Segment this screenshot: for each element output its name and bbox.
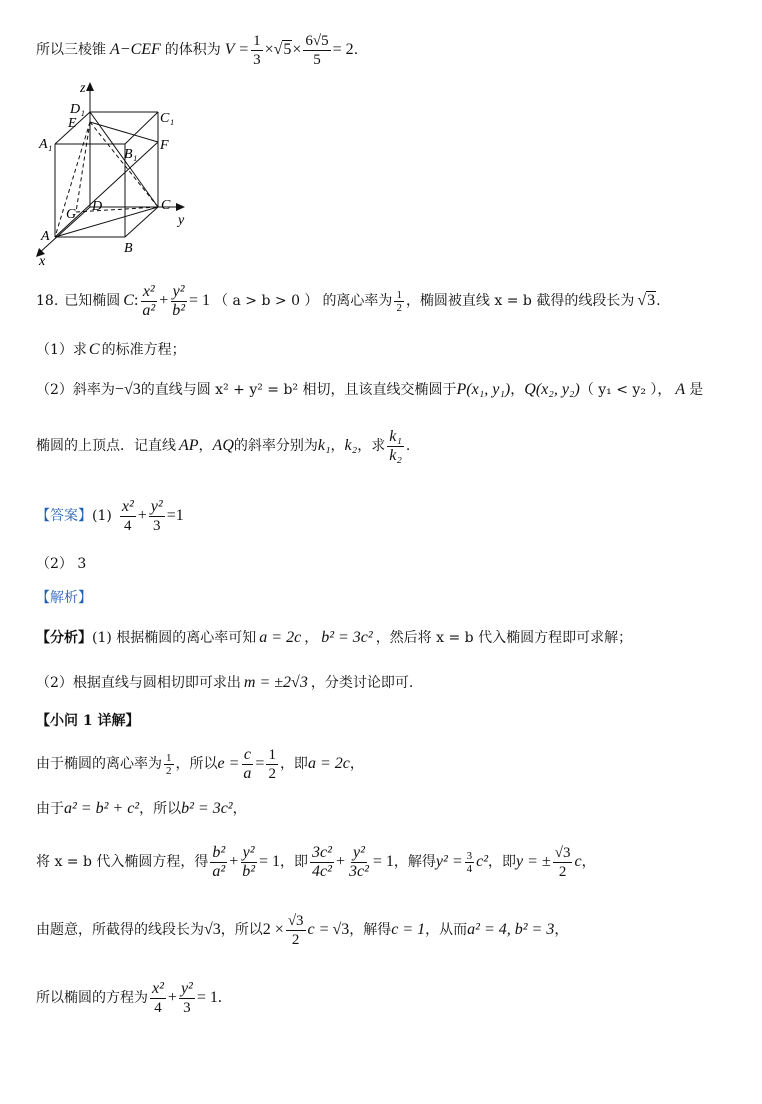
math: y² = bbox=[435, 853, 463, 870]
z-arrow bbox=[86, 82, 94, 91]
text: ，从而 bbox=[425, 922, 468, 938]
math: √3 bbox=[637, 292, 656, 309]
math: c = bbox=[307, 921, 330, 938]
math: a = 2c bbox=[259, 629, 302, 646]
fraction: $\frac{\text{x²}}{\text{a²}}$ bbox=[142, 282, 156, 319]
math: V = bbox=[224, 41, 250, 58]
text: ，所以 bbox=[220, 922, 263, 938]
math: b² = 3c² bbox=[181, 800, 233, 817]
analysis-label: 【解析】 bbox=[36, 590, 92, 606]
text: (1) 根据椭圆的离心率可知 bbox=[92, 630, 257, 646]
text: ， bbox=[554, 922, 569, 938]
math: k₁ bbox=[317, 437, 331, 454]
math: = 1 bbox=[189, 292, 211, 309]
dashed-edge bbox=[76, 207, 158, 212]
answer-tag: 【答案】 bbox=[36, 508, 92, 524]
text: . bbox=[405, 438, 411, 454]
text: (1) bbox=[92, 508, 112, 524]
text: . bbox=[656, 293, 661, 309]
edge bbox=[90, 122, 158, 142]
text: ，分类讨论即可. bbox=[310, 675, 414, 691]
sub-question-2 bbox=[36, 380, 703, 400]
math: a² = 4, b² = 3 bbox=[467, 921, 555, 938]
answer-line bbox=[36, 496, 184, 536]
math: a = 2c bbox=[307, 755, 350, 772]
analysis-1 bbox=[36, 628, 632, 648]
question-number: 18. bbox=[36, 293, 59, 309]
math: C bbox=[123, 292, 134, 309]
math: = bbox=[255, 755, 265, 772]
math: C bbox=[88, 341, 100, 358]
figure-label: E bbox=[68, 116, 77, 131]
text: ，所以 bbox=[139, 801, 182, 817]
text: 由题意，所截得的线段长为 bbox=[36, 922, 204, 938]
text: 的离心率为 bbox=[322, 293, 393, 309]
fraction: $\frac{6√5}{5}$ bbox=[305, 32, 329, 68]
math: P(x₁, y₁) bbox=[456, 381, 511, 398]
math: e = bbox=[217, 755, 240, 772]
edge bbox=[55, 142, 158, 237]
fraction: $\frac{\text{x²}}{4}$ bbox=[121, 497, 134, 534]
text: ，解得 bbox=[349, 922, 392, 938]
solution-line-3 bbox=[36, 842, 596, 882]
fraction: $\frac{\text{y²}}{\text{b²}}$ bbox=[172, 282, 186, 319]
math: √3 bbox=[204, 921, 221, 938]
solution-line-4 bbox=[36, 910, 568, 950]
text: （2）根据直线与圆相切即可求出 bbox=[36, 675, 241, 691]
answer-2 bbox=[36, 554, 86, 574]
math: + bbox=[167, 989, 177, 1006]
figure-label: B bbox=[124, 241, 133, 256]
fraction: $\frac{1}{2}$ bbox=[166, 751, 172, 777]
fraction: $\frac{\text{y²}}{\text{3c²}}$ bbox=[348, 843, 369, 880]
figure-label: F bbox=[160, 138, 169, 153]
edge bbox=[125, 112, 158, 144]
text: 由于椭圆的离心率为 bbox=[36, 756, 162, 772]
fraction: $\frac{\text{k₁}}{\text{k₂}}$ bbox=[389, 427, 402, 464]
math: √5 bbox=[273, 41, 292, 58]
fraction: $\frac{3}{4}$ bbox=[466, 849, 473, 875]
text: 所以椭圆的方程为 bbox=[36, 990, 148, 1006]
solution-line-5 bbox=[36, 978, 222, 1018]
text: （2） 3 bbox=[36, 556, 87, 572]
fraction: $\frac{1}{3}$ bbox=[253, 32, 261, 68]
text: 已知椭圆 bbox=[64, 293, 121, 309]
math: a² = b² + c² bbox=[64, 800, 140, 817]
fraction: $\frac{c}{a}$ bbox=[243, 745, 252, 782]
fraction: $\frac{\text{y²}}{3}$ bbox=[150, 497, 163, 534]
text: 椭圆的上顶点．记直线 bbox=[36, 438, 176, 454]
text: 将 x = b 代入椭圆方程，得 bbox=[36, 854, 209, 870]
math: y = ± bbox=[516, 853, 551, 870]
fraction: $\frac{\text{b²}}{\text{a²}}$ bbox=[212, 843, 226, 880]
fraction: $\frac{\text{3c²}}{\text{4c²}}$ bbox=[312, 843, 332, 880]
figure-label: A₁ bbox=[39, 137, 53, 152]
fraction: $\frac{√3}{2}$ bbox=[287, 912, 304, 948]
dashed-edge bbox=[90, 122, 158, 207]
text: 的斜率分别为 bbox=[233, 438, 318, 454]
math: c = 1 bbox=[391, 921, 426, 938]
math: + bbox=[335, 853, 345, 870]
text: ，即 bbox=[280, 854, 309, 870]
analysis-2 bbox=[36, 673, 413, 693]
text: ，解得 bbox=[393, 854, 436, 870]
math: = 1 bbox=[259, 853, 281, 870]
analysis-heading: 【分析】 bbox=[36, 630, 92, 646]
math: + bbox=[137, 507, 147, 524]
text: （ a > b > 0 ） bbox=[214, 293, 319, 309]
fraction: $\frac{1}{2}$ bbox=[396, 288, 402, 314]
fraction: $\frac{\text{y²}}{3}$ bbox=[180, 979, 193, 1016]
fraction: $\frac{1}{2}$ bbox=[268, 746, 276, 782]
section-heading: 【小问 1 详解】 bbox=[36, 713, 140, 729]
analysis-tag bbox=[36, 588, 92, 608]
math: A−CEF bbox=[110, 41, 161, 58]
text: ， bbox=[330, 438, 345, 454]
math: = 1. bbox=[196, 989, 222, 1006]
text: 是 bbox=[689, 382, 704, 398]
text: 由于 bbox=[36, 801, 64, 817]
math: b² = 3c² bbox=[321, 629, 373, 646]
math: Q(x₂, y₂) bbox=[524, 381, 580, 398]
text: ， bbox=[581, 854, 596, 870]
text: ，求 bbox=[357, 438, 386, 454]
math: √3 bbox=[332, 921, 350, 938]
text: （ y₁ < y₂ ）， bbox=[579, 382, 672, 398]
cube-figure bbox=[30, 82, 200, 267]
figure-label: D bbox=[92, 199, 103, 214]
math: : bbox=[133, 292, 139, 309]
text: ， bbox=[349, 756, 364, 772]
figure-label: z bbox=[80, 82, 86, 96]
figure-label: C bbox=[161, 198, 171, 213]
math: = 2 bbox=[332, 41, 354, 58]
math: 2 × bbox=[262, 921, 284, 938]
figure-label: B₁ bbox=[124, 147, 138, 162]
math: k₂ bbox=[344, 437, 358, 454]
text: （1）求 bbox=[36, 342, 87, 358]
fraction: $\frac{\text{x²}}{4}$ bbox=[152, 979, 164, 1016]
math: m = ±2√3 bbox=[243, 674, 308, 691]
text: 所以三棱锥 bbox=[36, 42, 106, 58]
math: = 1 bbox=[372, 853, 394, 870]
text: ，即 bbox=[279, 756, 308, 772]
math: × bbox=[264, 41, 274, 58]
y-arrow bbox=[176, 203, 185, 211]
figure-label: x bbox=[39, 254, 46, 267]
fraction: $\frac{\text{y²}}{\text{b²}}$ bbox=[242, 843, 256, 880]
math: + bbox=[229, 853, 239, 870]
part1-heading bbox=[36, 711, 140, 731]
text: ， bbox=[232, 801, 247, 817]
text: 的体积为 bbox=[164, 42, 221, 58]
solution-line-1 bbox=[36, 744, 364, 784]
question-18 bbox=[36, 281, 661, 321]
math: AQ bbox=[212, 437, 234, 454]
math: −√3 bbox=[114, 381, 141, 398]
text: ，然后将 x = b 代入椭圆方程即可求解； bbox=[375, 630, 633, 646]
math: c bbox=[574, 853, 582, 870]
text: . bbox=[353, 42, 359, 58]
math: + bbox=[159, 292, 169, 309]
text: ，即 bbox=[488, 854, 517, 870]
math: =1 bbox=[166, 507, 184, 524]
volume-line bbox=[36, 30, 358, 70]
text: 的直线与圆 x² + y² = b² 相切，且该直线交椭圆于 bbox=[140, 382, 457, 398]
text: ，椭圆被直线 x = b 截得的线段长为 bbox=[405, 293, 635, 309]
figure-label: G bbox=[66, 207, 77, 222]
math: A bbox=[675, 381, 686, 398]
text: 的标准方程； bbox=[101, 342, 186, 358]
figure-label: y bbox=[178, 213, 185, 228]
fraction: $\frac{√3}{2}$ bbox=[554, 844, 571, 880]
figure-label: D₁ bbox=[70, 102, 85, 117]
figure-label: C₁ bbox=[160, 111, 175, 126]
solution-line-2 bbox=[36, 799, 247, 819]
figure-label: A bbox=[41, 229, 50, 244]
math: × bbox=[292, 41, 302, 58]
sub-question-2-cont bbox=[36, 426, 410, 466]
text: ，所以 bbox=[175, 756, 218, 772]
text: ， bbox=[510, 382, 525, 398]
text: ， bbox=[304, 630, 319, 646]
text: （2）斜率为 bbox=[36, 382, 115, 398]
math: AP bbox=[179, 437, 199, 454]
math: c² bbox=[476, 853, 489, 870]
sub-question-1 bbox=[36, 340, 186, 360]
text: ， bbox=[198, 438, 213, 454]
dashed-edge bbox=[76, 122, 90, 212]
